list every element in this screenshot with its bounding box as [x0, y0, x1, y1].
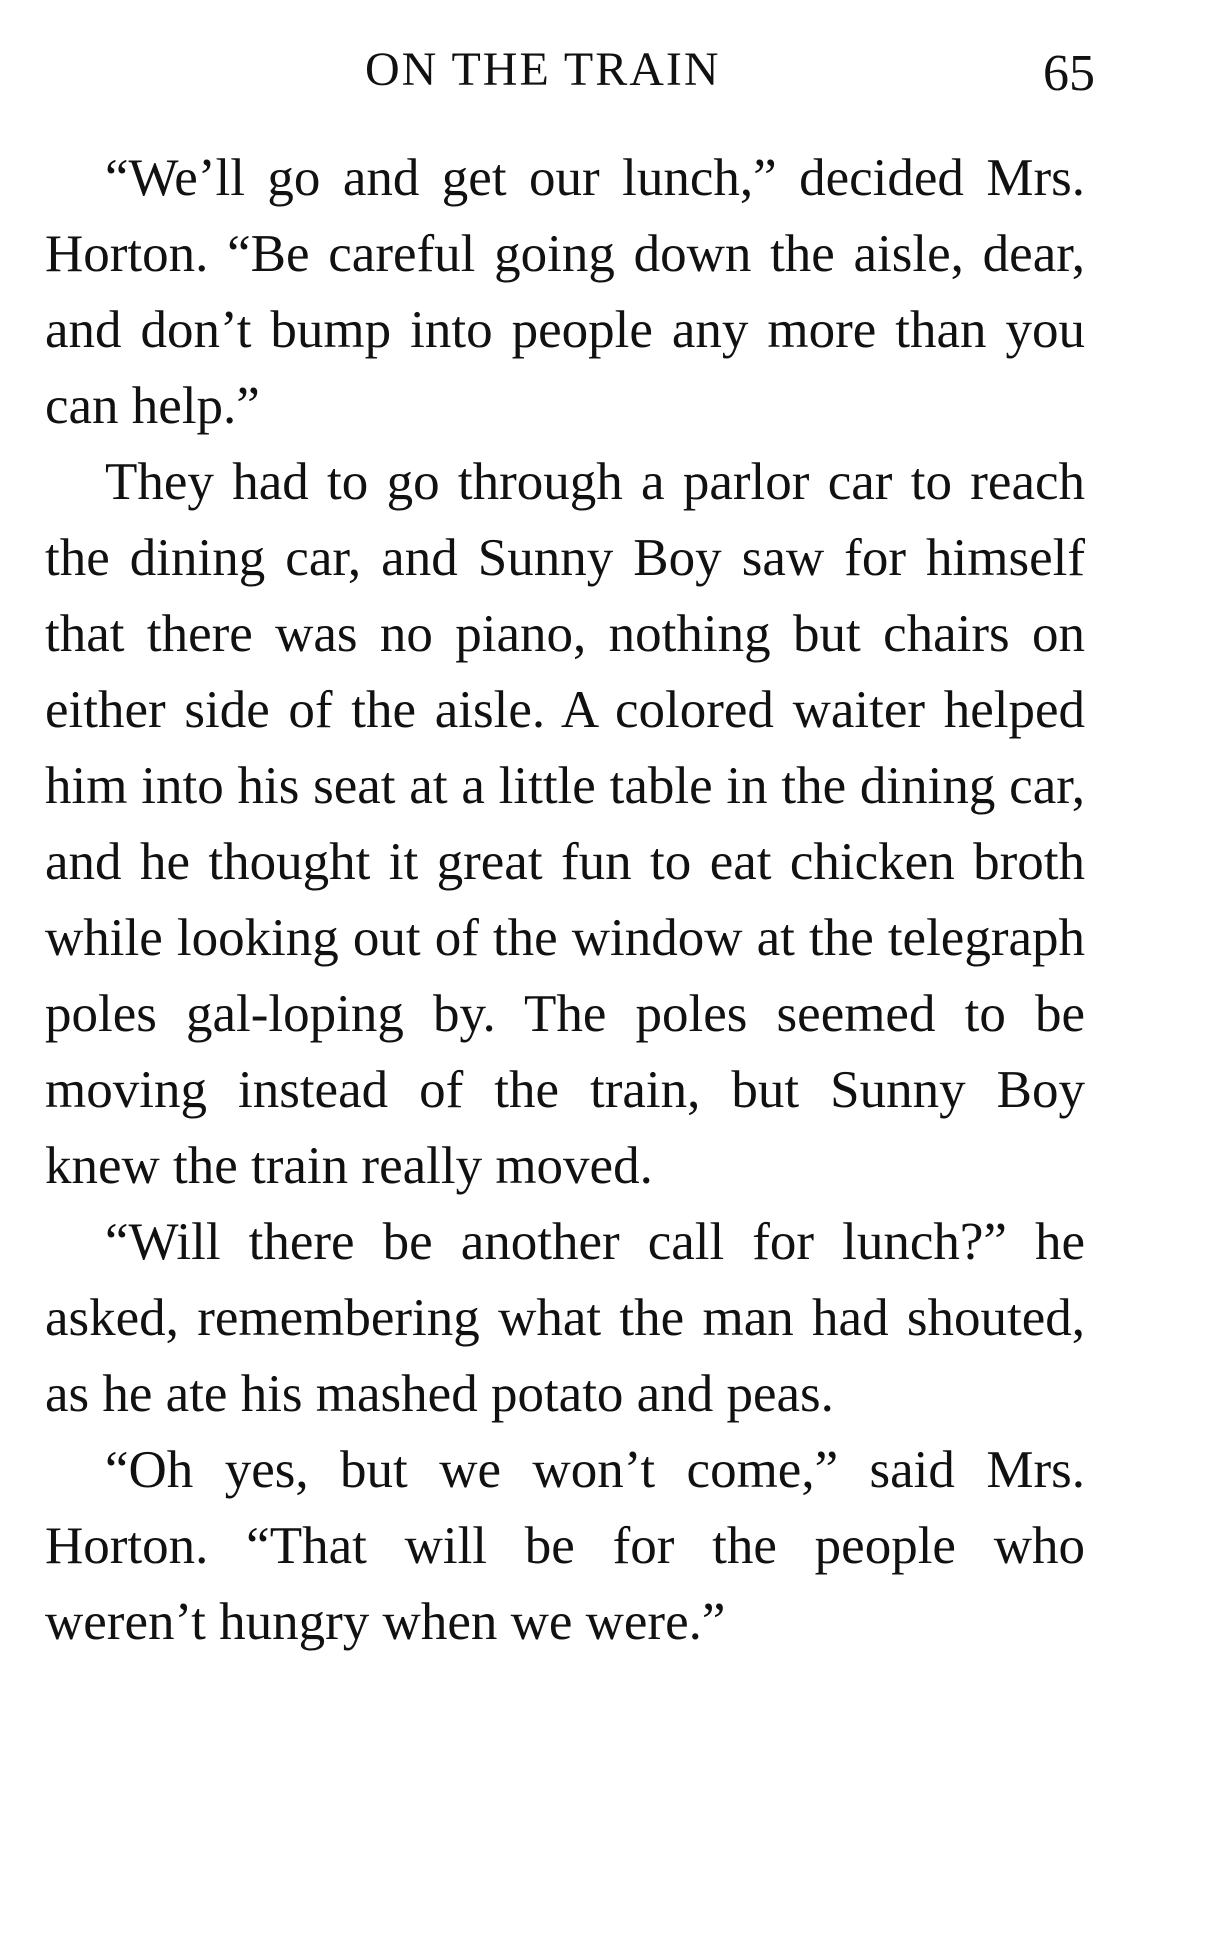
paragraph-3: “Will there be another call for lunch?” he asked, remembering what the man had shouted, as he ate his mashed potato and peas. — [45, 1213, 1085, 1423]
paragraph-1: “We’ll go and get our lunch,” decided Mrs. Horton. “Be careful going down the aisle, dear, and don’t bump into people any more than you can help.” — [45, 149, 1085, 435]
paragraph-2: They had to go through a parlor car to reach the dining car, and Sunny Boy saw for himself that there was no piano, nothing but chairs on either side of the aisle. A colored waiter helped him into his seat at a little table in the dining car, and he thought it great fun to eat chicken broth while looking out of the window at the telegraph poles gal-loping by. The poles seemed to be moving instead of the train, but Sunny Boy knew the train really moved. — [45, 453, 1085, 1195]
running-head: ON THE TRAIN — [365, 43, 721, 96]
body-text — [45, 140, 1085, 1660]
page-number: 65 — [1043, 45, 1095, 102]
paragraph-4: “Oh yes, but we won’t come,” said Mrs. Horton. “That will be for the people who weren’t hungry when we were.” — [45, 1441, 1085, 1651]
page-header — [45, 40, 1095, 100]
